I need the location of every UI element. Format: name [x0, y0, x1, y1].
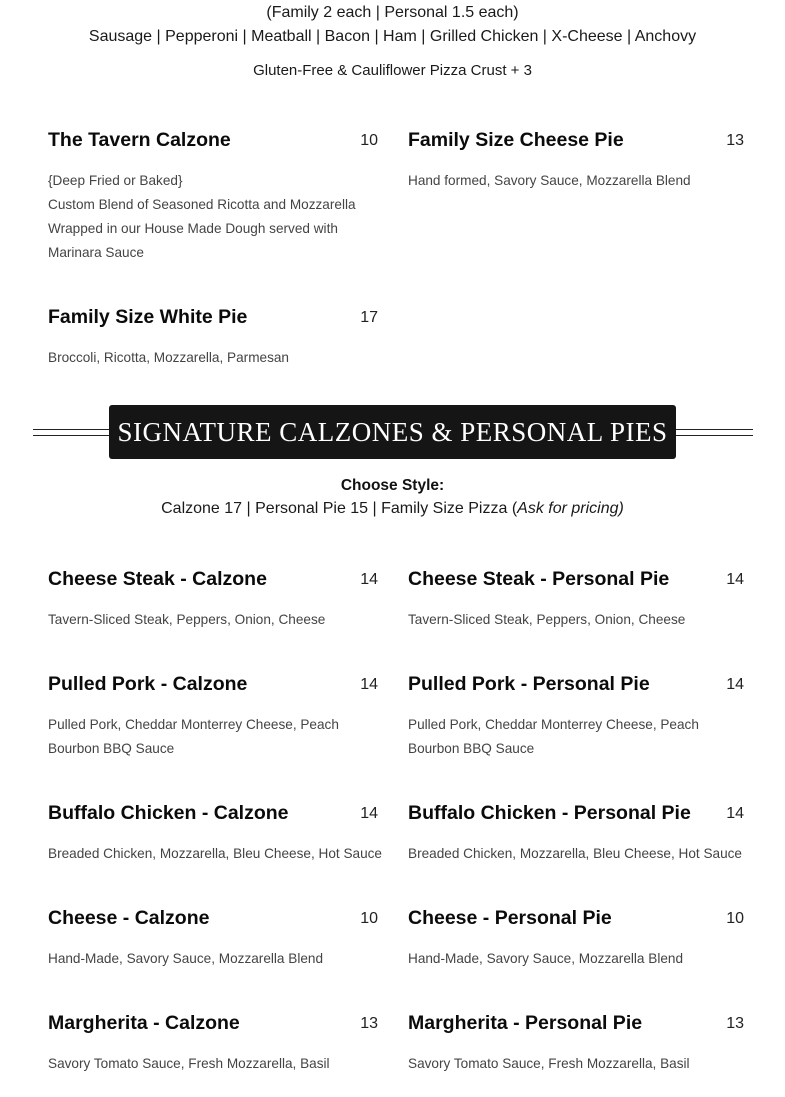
item-description — [48, 1052, 330, 1076]
item-name: Cheese - Personal Pie — [408, 907, 612, 929]
description-line: Bourbon BBQ Sauce — [48, 741, 175, 756]
item-name: Buffalo Chicken - Calzone — [48, 802, 289, 824]
item-name: Cheese Steak - Calzone — [48, 568, 267, 590]
item-price: 14 — [726, 805, 744, 822]
description-line: Pulled Pork, Cheddar Monterrey Cheese, Peach — [408, 717, 699, 732]
item-description — [408, 608, 685, 632]
section-banner — [33, 405, 753, 459]
choose-style-label: Choose Style: — [340, 477, 445, 494]
description-line: {Deep Fried or Baked} — [48, 173, 183, 188]
menu-item-family-cheese-pie — [408, 129, 743, 199]
menu-item-cheese-steak-personal-pie — [408, 568, 743, 638]
item-description — [408, 713, 699, 761]
item-name: Buffalo Chicken - Personal Pie — [408, 802, 691, 824]
item-description — [408, 169, 691, 193]
item-price: 13 — [726, 132, 744, 149]
description-line: Bourbon BBQ Sauce — [408, 741, 535, 756]
description-line: Savory Tomato Sauce, Fresh Mozzarella, Basil — [408, 1056, 690, 1071]
item-name: Pulled Pork - Personal Pie — [408, 673, 650, 695]
item-price: 13 — [726, 1015, 744, 1032]
description-line: Savory Tomato Sauce, Fresh Mozzarella, Basil — [48, 1056, 330, 1071]
toppings-list: Sausage | Pepperoni | Meatball | Bacon | Ham | Grilled Chicken | X-Cheese | Anchovy — [88, 28, 697, 45]
menu-item-margherita-calzone — [48, 1012, 383, 1082]
item-name: The Tavern Calzone — [48, 129, 231, 151]
item-name: Margherita - Calzone — [48, 1012, 240, 1034]
item-price: 10 — [360, 132, 378, 149]
divider — [33, 435, 113, 436]
menu-item-cheese-personal-pie — [408, 907, 743, 977]
description-line: Custom Blend of Seasoned Ricotta and Mozzarella — [48, 197, 356, 212]
menu-item-tavern-calzone — [48, 129, 383, 269]
description-line: Broccoli, Ricotta, Mozzarella, Parmesan — [48, 350, 289, 365]
menu-item-pulled-pork-calzone — [48, 673, 383, 767]
item-name: Cheese Steak - Personal Pie — [408, 568, 670, 590]
description-line: Breaded Chicken, Mozzarella, Bleu Cheese, Hot Sauce — [48, 846, 382, 861]
item-price: 10 — [726, 910, 744, 927]
menu-item-pulled-pork-personal-pie — [408, 673, 743, 767]
item-price: 14 — [360, 805, 378, 822]
description-line: Marinara Sauce — [48, 245, 144, 260]
item-price: 14 — [726, 571, 744, 588]
menu-item-buffalo-chicken-personal-pie — [408, 802, 743, 872]
family-topping-note: (Family 2 each | Personal 1.5 each) — [266, 4, 519, 21]
item-name: Margherita - Personal Pie — [408, 1012, 643, 1034]
menu-item-cheese-steak-calzone — [48, 568, 383, 638]
item-description — [48, 713, 339, 761]
divider — [673, 429, 753, 430]
menu-item-cheese-calzone — [48, 907, 383, 977]
item-description — [48, 169, 356, 265]
item-price: 14 — [360, 571, 378, 588]
item-price: 17 — [360, 309, 378, 326]
item-description — [408, 842, 742, 866]
menu-item-buffalo-chicken-calzone — [48, 802, 383, 872]
description-line: Hand formed, Savory Sauce, Mozzarella Blend — [408, 173, 691, 188]
section-title: SIGNATURE CALZONES & PERSONAL PIES — [109, 405, 676, 459]
item-description — [48, 346, 289, 370]
description-line: Pulled Pork, Cheddar Monterrey Cheese, Peach — [48, 717, 339, 732]
item-name: Family Size Cheese Pie — [408, 129, 624, 151]
menu-item-margherita-personal-pie — [408, 1012, 743, 1082]
item-name: Pulled Pork - Calzone — [48, 673, 248, 695]
style-options — [0, 500, 785, 518]
item-price: 13 — [360, 1015, 378, 1032]
description-line: Tavern-Sliced Steak, Peppers, Onion, Cheese — [48, 612, 326, 627]
item-price: 14 — [726, 676, 744, 693]
item-name: Family Size White Pie — [48, 306, 248, 328]
item-description — [48, 947, 323, 971]
crust-option: Gluten-Free & Cauliflower Pizza Crust + 3 — [253, 62, 532, 79]
description-line: Hand-Made, Savory Sauce, Mozzarella Blend — [48, 951, 324, 966]
divider — [673, 435, 753, 436]
item-price: 14 — [360, 676, 378, 693]
menu-item-family-white-pie — [48, 306, 383, 376]
style-options-text: Calzone 17 | Personal Pie 15 | Family Size Pizza ( — [161, 500, 518, 517]
description-line: Tavern-Sliced Steak, Peppers, Onion, Cheese — [408, 612, 686, 627]
item-name: Cheese - Calzone — [48, 907, 210, 929]
item-price: 10 — [360, 910, 378, 927]
item-description — [408, 947, 683, 971]
style-options-note: Ask for pricing) — [517, 500, 624, 517]
divider — [33, 429, 113, 430]
item-description — [48, 608, 325, 632]
description-line: Breaded Chicken, Mozzarella, Bleu Cheese, Hot Sauce — [408, 846, 742, 861]
description-line: Hand-Made, Savory Sauce, Mozzarella Blend — [408, 951, 684, 966]
item-description — [48, 842, 382, 866]
item-description — [408, 1052, 690, 1076]
description-line: Wrapped in our House Made Dough served with — [48, 221, 338, 236]
